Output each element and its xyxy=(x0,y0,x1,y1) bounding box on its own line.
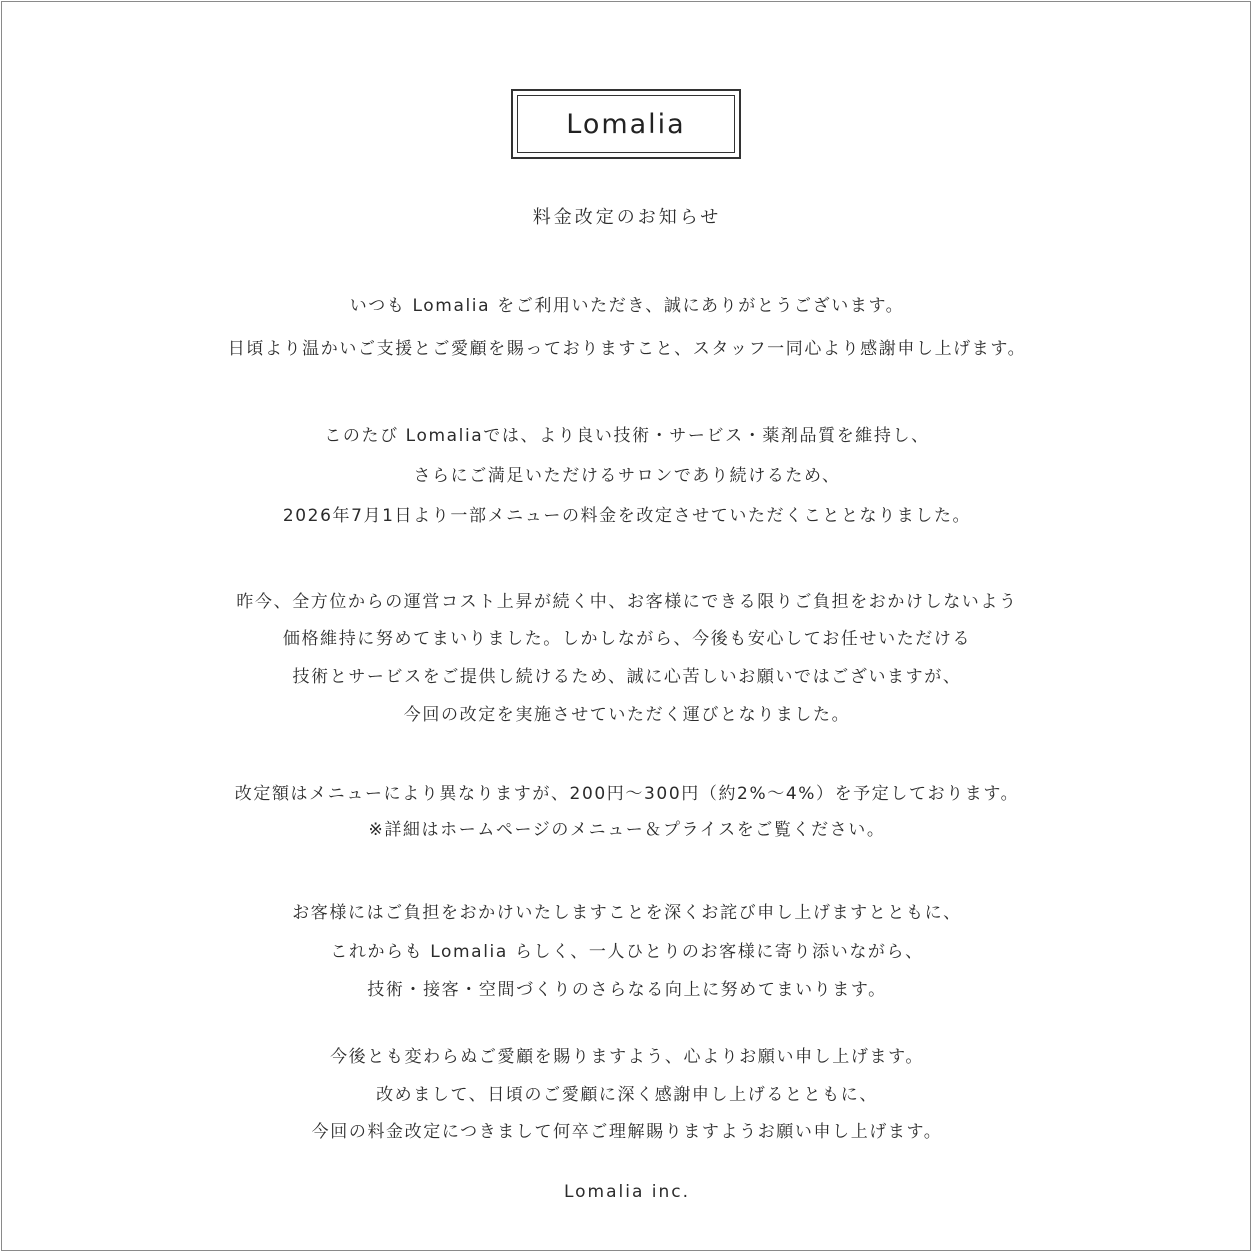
paragraph-3-line-2: 価格維持に努めてまいりました。しかしながら、今後も安心してお任せいただける xyxy=(282,629,972,649)
logo-frame-inner xyxy=(517,95,735,153)
paragraph-2-line-3: 2026年7月1日より一部メニューの料金を改定させていただくこととなりました。 xyxy=(282,506,972,526)
paragraph-6-line-2: 改めまして、日頃のご愛顧に深く感謝申し上げるとともに、 xyxy=(376,1085,878,1105)
paragraph-5-line-2: これからも Lomalia らしく、一人ひとりのお客様に寄り添いながら、 xyxy=(330,942,924,962)
paragraph-2-line-2: さらにご満足いただけるサロンであり続けるため、 xyxy=(413,466,841,486)
paragraph-3-line-4: 今回の改定を実施させていただく運びとなりました。 xyxy=(403,705,851,725)
paragraph-5-line-1: お客様にはご負担をおかけいたしますことを深くお詫び申し上げますとともに、 xyxy=(292,903,962,923)
paragraph-6-line-3: 今回の料金改定につきまして何卒ご理解賜りますようお願い申し上げます。 xyxy=(311,1122,943,1142)
paragraph-1-line-1: いつも Lomalia をご利用いただき、誠にありがとうございます。 xyxy=(349,296,905,316)
paragraph-1-line-2: 日頃より温かいご支援とご愛顧を賜っておりますこと、スタッフ一同心より感謝申し上げます。 xyxy=(227,339,1027,359)
logo-text: Lomalia xyxy=(566,108,686,140)
paragraph-2-line-1: このたび Lomaliaでは、より良い技術・サービス・薬剤品質を維持し、 xyxy=(324,426,930,446)
paragraph-4-line-1: 改定額はメニューにより異なりますが、200円〜300円（約2%〜4%）を予定しております。 xyxy=(234,784,1020,804)
notice-title: 料金改定のお知らせ xyxy=(532,207,722,228)
paragraph-4-note: ※詳細はホームページのメニュー＆プライスをご覧ください。 xyxy=(368,820,886,840)
paragraph-3-line-1: 昨今、全方位からの運営コスト上昇が続く中、お客様にできる限りご負担をおかけしないよう xyxy=(236,592,1018,612)
paragraph-6-line-1: 今後とも変わらぬご愛顧を賜りますよう、心よりお願い申し上げます。 xyxy=(330,1047,924,1067)
paragraph-3-line-3: 技術とサービスをご提供し続けるため、誠に心苦しいお願いではございますが、 xyxy=(292,667,962,687)
paragraph-5-line-3: 技術・接客・空間づくりのさらなる向上に努めてまいります。 xyxy=(367,980,887,1000)
logo-frame xyxy=(511,89,741,159)
company-signature: Lomalia inc. xyxy=(563,1182,691,1202)
